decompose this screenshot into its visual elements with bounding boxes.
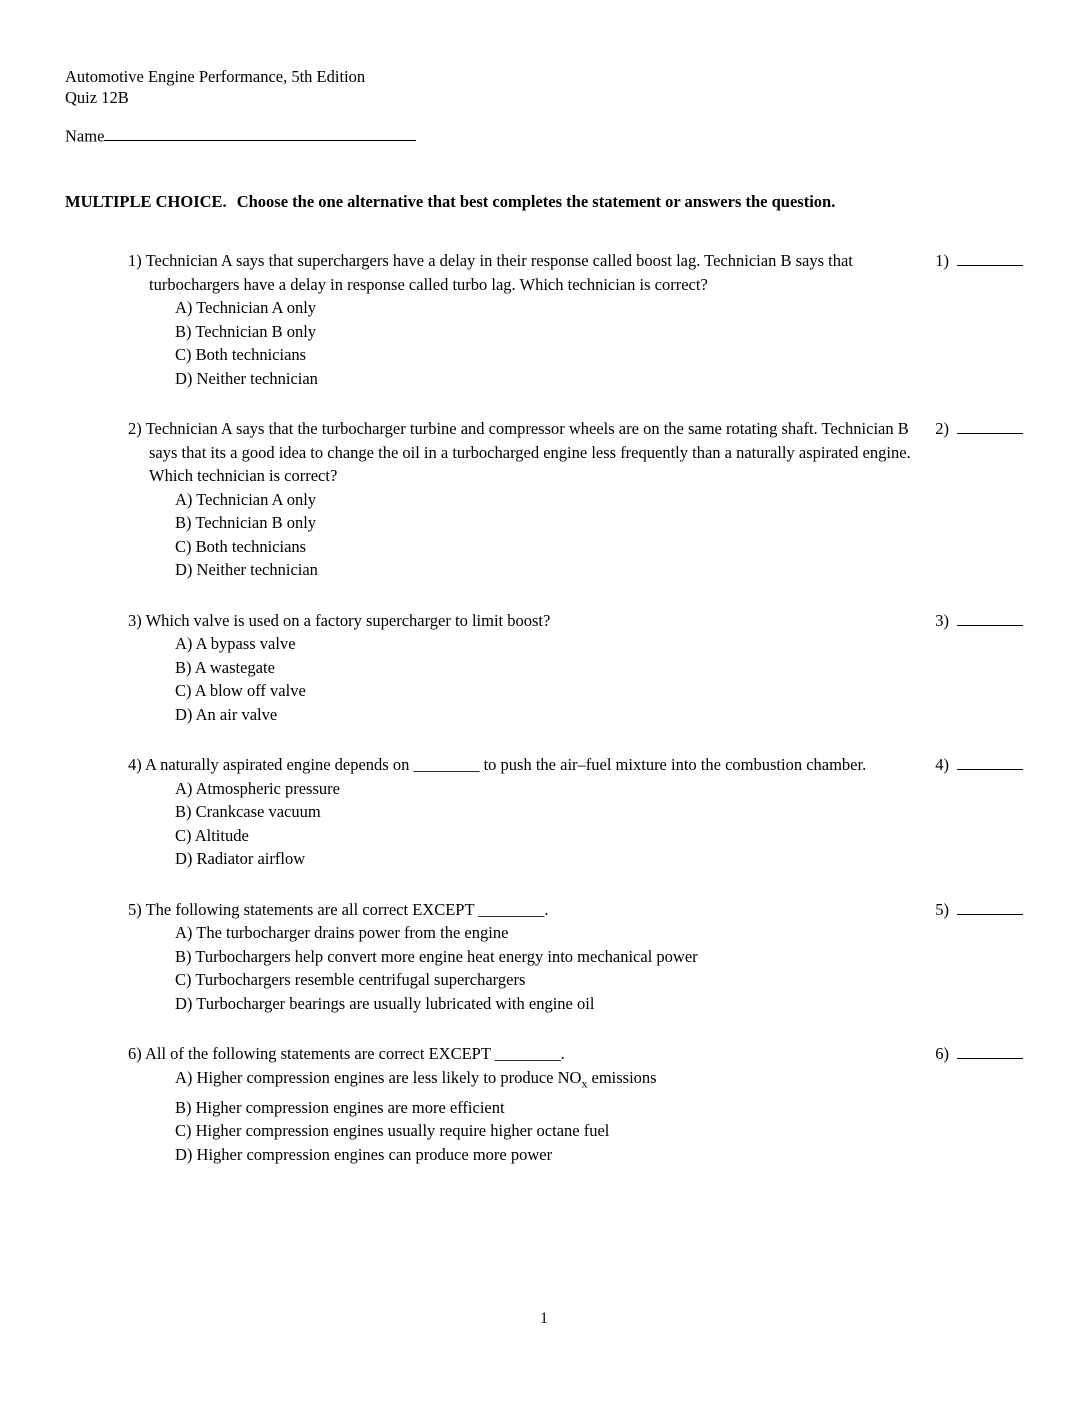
- question-block: [65, 898, 1023, 1016]
- question-block: [65, 1042, 1023, 1166]
- choice-option: D) Higher compression engines can produce more power: [175, 1144, 553, 1164]
- instructions: [65, 191, 1023, 213]
- choice-option: B) Technician B only: [175, 513, 317, 533]
- instructions-label: MULTIPLE CHOICE.: [65, 192, 227, 212]
- choice-option: C) Turbochargers resemble centrifugal superchargers: [175, 970, 526, 990]
- question-text: 2) Technician A says that the turbocharger turbine and compressor wheels are on the same rotating shaft. Technician B says that its a good idea to change the oil in a turbocharged engine less frequently than a naturally aspirated engine. Which technician is correct?: [128, 419, 911, 486]
- choice-option: C) Both technicians: [175, 536, 307, 556]
- question-body: [128, 417, 920, 582]
- choices-list: [175, 921, 920, 1015]
- question-block: [65, 609, 1023, 727]
- choice-option: A) Atmospheric pressure: [175, 778, 340, 798]
- choice-option: B) A wastegate: [175, 657, 275, 677]
- choices-list: [175, 777, 920, 871]
- book-title: Automotive Engine Performance, 5th Edition: [65, 67, 366, 86]
- choice-option: B) Technician B only: [175, 321, 317, 341]
- questions-list: [65, 249, 1023, 1166]
- choice-option: A) Higher compression engines are less likely to produce $NO_x$ emissions: [175, 1067, 657, 1091]
- subscript-text: x: [581, 1076, 588, 1091]
- question-number: 6): [128, 1044, 142, 1064]
- question-number: 3): [128, 610, 142, 630]
- choice-option: B) Crankcase vacuum: [175, 802, 321, 822]
- document-header: [65, 66, 1023, 108]
- choices-list: [175, 488, 920, 582]
- question-body: [128, 249, 920, 390]
- question-text: 1) Technician A says that superchargers have a delay in their response called boost lag. Technician B says that turbochargers have a delay in response called turbo lag. Which technician is correct?: [128, 251, 853, 294]
- answer-number: 2): [935, 419, 949, 439]
- answer-area: [935, 753, 1023, 777]
- answer-area: [935, 249, 1023, 273]
- question-number: 2): [128, 419, 142, 439]
- choice-option: A) Technician A only: [175, 489, 317, 509]
- question-number: 5): [128, 899, 142, 919]
- answer-blank[interactable]: [957, 1043, 1023, 1060]
- question-body: [128, 753, 920, 871]
- question-body: [128, 609, 920, 727]
- choice-option: C) Both technicians: [175, 345, 307, 365]
- choices-list: [175, 296, 920, 390]
- instructions-text: Choose the one alternative that best completes the statement or answers the question.: [236, 192, 836, 212]
- question-text: 4) A naturally aspirated engine depends on ________ to push the air–fuel mixture into the combustion chamber.: [128, 755, 867, 775]
- choice-option: D) An air valve: [175, 704, 278, 724]
- question-block: [65, 753, 1023, 871]
- choice-option: B) Turbochargers help convert more engine heat energy into mechanical power: [175, 946, 698, 966]
- answer-number: 4): [935, 755, 949, 775]
- question-number: 4): [128, 755, 142, 775]
- question-body: [128, 898, 920, 1016]
- answer-area: [935, 417, 1023, 441]
- choice-option: C) Altitude: [175, 825, 249, 845]
- question-body: [128, 1042, 920, 1166]
- quiz-title: Quiz 12B: [65, 88, 129, 107]
- answer-area: [935, 898, 1023, 922]
- choice-option: D) Radiator airflow: [175, 849, 306, 869]
- answer-blank[interactable]: [957, 609, 1023, 626]
- choices-list: [175, 632, 920, 726]
- question-text: 3) Which valve is used on a factory supercharger to limit boost?: [128, 610, 551, 630]
- name-blank-field[interactable]: [104, 124, 416, 141]
- question-block: [65, 249, 1023, 390]
- choice-option: B) Higher compression engines are more efficient: [175, 1097, 505, 1117]
- question-text: 5) The following statements are all correct EXCEPT ________.: [128, 899, 549, 919]
- page-footer: [0, 1310, 1088, 1328]
- answer-number: 6): [935, 1044, 949, 1064]
- answer-area: [935, 1042, 1023, 1066]
- choice-option: A) The turbocharger drains power from the engine: [175, 923, 509, 943]
- choice-option: D) Neither technician: [175, 368, 318, 388]
- answer-number: 3): [935, 610, 949, 630]
- choice-option: C) A blow off valve: [175, 681, 306, 701]
- choice-option: D) Turbocharger bearings are usually lubricated with engine oil: [175, 993, 595, 1013]
- choice-option: D) Neither technician: [175, 560, 318, 580]
- answer-blank[interactable]: [957, 250, 1023, 267]
- answer-number: 5): [935, 899, 949, 919]
- answer-blank[interactable]: [957, 898, 1023, 915]
- choices-list: [175, 1066, 920, 1166]
- question-text: 6) All of the following statements are correct EXCEPT ________.: [128, 1044, 565, 1064]
- name-line: [65, 124, 1023, 147]
- choice-option: C) Higher compression engines usually require higher octane fuel: [175, 1121, 610, 1141]
- answer-blank[interactable]: [957, 418, 1023, 435]
- page-number: 1: [540, 1310, 548, 1327]
- choice-option: A) Technician A only: [175, 298, 317, 318]
- name-label: Name: [65, 126, 105, 146]
- answer-blank[interactable]: [957, 754, 1023, 771]
- answer-area: [935, 609, 1023, 633]
- question-number: 1): [128, 251, 142, 271]
- answer-number: 1): [935, 251, 949, 271]
- question-block: [65, 417, 1023, 582]
- choice-option: A) A bypass valve: [175, 634, 296, 654]
